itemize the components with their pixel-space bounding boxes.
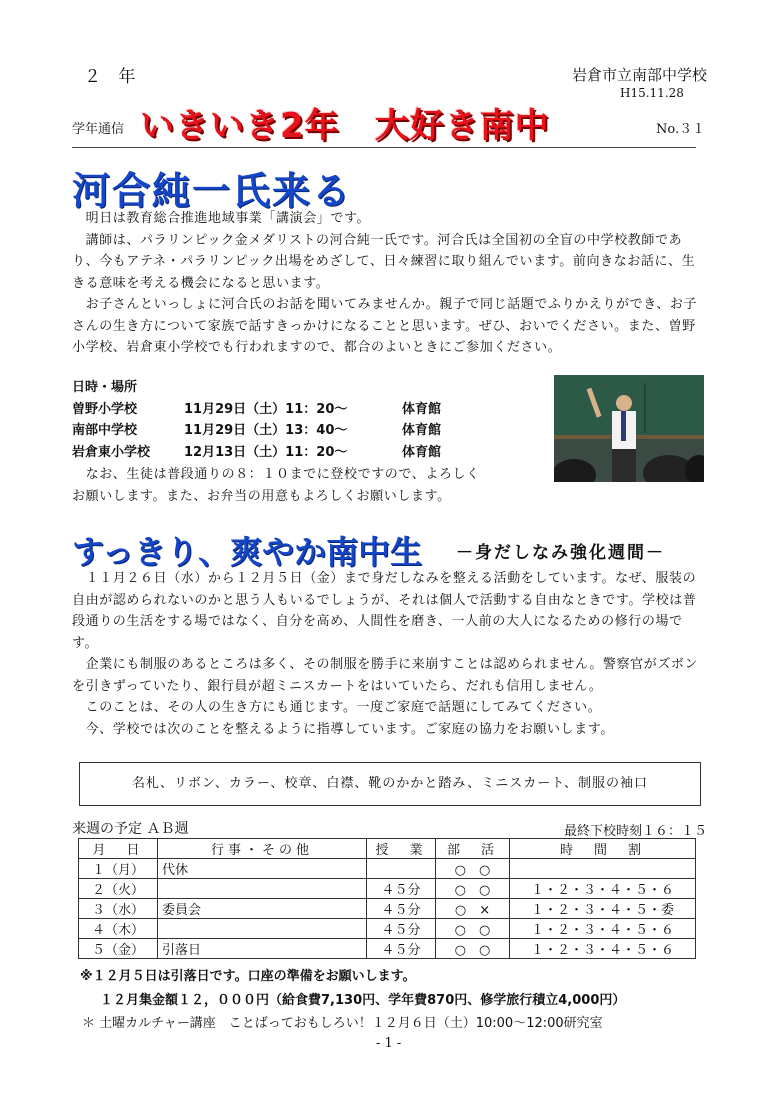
article2-paragraph: 企業にも制服のあるところは多く、その制服を勝手に来崩すことは認められません。警察官がズボンを引きずっていたり、銀行員が超ミニスカートをはいていたら、だれも信用しません。 — [72, 657, 699, 694]
cell-timetable: １・２・３・４・５・６ — [510, 919, 696, 939]
cell-event: 代休 — [158, 859, 367, 879]
cell-timetable: １・２・３・４・５・委 — [510, 899, 696, 919]
cell-class: ４５分 — [367, 919, 436, 939]
article1-title: 河合純一氏来る — [72, 169, 353, 213]
table-row — [79, 859, 696, 879]
newsletter-label: 学年通信 — [72, 122, 125, 137]
cell-event — [158, 919, 367, 939]
cell-club: ○ × — [436, 899, 510, 919]
grooming-items-box: 名札、リボン、カラー、校章、白襟、靴のかかと踏み、ミニスカート、制服の袖口 — [79, 762, 701, 806]
column-header: 授 業 — [367, 839, 436, 859]
column-header: 月 日 — [79, 839, 158, 859]
dismissal-time: 最終下校時刻１６：１５ — [563, 824, 707, 839]
cell-club: ○ ○ — [436, 879, 510, 899]
note-line: なお、生徒は普段通りの８：１０までに登校ですので、よろしく — [72, 467, 480, 482]
article1-body — [72, 208, 704, 359]
table-row — [79, 899, 696, 919]
schedule-school: 南部中学校 — [72, 423, 138, 438]
article2-paragraph: １１月２６日（水）から１２月５日（金）まで身だしなみを整える活動をしています。なぜ、服装の自由が認められないのかと思う人もいるでしょうが、それは個人で活動する自由なときです。学校は普段通りの生活をする場ではなく、自分を高め、人間性を磨き、一人前の大人になるための修行の場です。 — [72, 571, 697, 651]
cell-class: ４５分 — [367, 939, 436, 959]
schedule-place: 体育館 — [402, 444, 442, 460]
schedule-row — [72, 442, 441, 464]
schedule-datetime: 11月29日（土）13：40～ — [184, 423, 348, 438]
article1-note — [72, 464, 542, 507]
cell-date: ２（火） — [79, 879, 158, 899]
cell-date: ４（木） — [79, 919, 158, 939]
cell-club: ○ ○ — [436, 919, 510, 939]
weekly-schedule-table — [78, 838, 696, 959]
schedule-datetime: 12月13日（土）11：20～ — [184, 444, 348, 460]
school-name: 岩倉市立南部中学校 — [571, 66, 707, 84]
cell-class: ４５分 — [367, 899, 436, 919]
cell-event — [158, 879, 367, 899]
cell-class: ４５分 — [367, 879, 436, 899]
cell-event: 委員会 — [158, 899, 367, 919]
article2-body — [72, 568, 704, 740]
cell-club: ○ ○ — [436, 939, 510, 959]
column-header: 部 活 — [436, 839, 510, 859]
article1-paragraph: 講師は、パラリンピック金メダリストの河合純一氏です。河合氏は全国初の全盲の中学校教師であり、今もアテネ・パラリンピック出場をめざして、日々練習に取り組んでいます。前向きなお話に、生きる意味を考える機会になると思います。 — [72, 232, 696, 291]
schedule-school: 曽野小学校 — [72, 401, 138, 417]
cell-club: ○ ○ — [436, 859, 510, 879]
table-header-row — [79, 839, 696, 859]
article2-title: すっきり、爽やか南中生 — [72, 533, 423, 571]
page-number: - 1 - — [376, 1036, 402, 1051]
schedule-datetime: 11月29日（土）11：20～ — [184, 401, 348, 417]
article1-paragraph: お子さんといっしょに河合氏のお話を聞いてみませんか。親子で同じ話題でふりかえりができ、お子さんの生き方について家族で話すきっかけになることと思います。ぜひ、おいでください。また、曽野小学校、岩倉東小学校でも行われますので、都合のよいときにご参加ください。 — [72, 297, 698, 355]
article2-subtitle: －身だしなみ強化週間－ — [456, 543, 665, 563]
cell-event: 引落日 — [158, 939, 367, 959]
schedule-school: 岩倉東小学校 — [72, 444, 151, 460]
week-title: 来週の予定 ＡＢ週 — [72, 821, 189, 837]
cell-timetable: １・２・３・４・５・６ — [510, 939, 696, 959]
lecture-schedule — [72, 377, 441, 463]
schedule-row — [72, 420, 441, 442]
withdrawal-note: ※１２月５日は引落日です。口座の準備をお願いします。 — [80, 969, 416, 984]
cell-date: ５（金） — [79, 939, 158, 959]
lecturer-photo — [554, 375, 704, 482]
schedule-row — [72, 399, 441, 421]
issue-date: H15.11.28 — [620, 86, 684, 100]
table-row — [79, 939, 696, 959]
schedule-heading: 日時・場所 — [72, 380, 138, 395]
schedule-place: 体育館 — [402, 423, 442, 438]
article1-paragraph: 明日は教育総合推進地域事業「講演会」です。 — [72, 211, 371, 226]
cell-date: １（月） — [79, 859, 158, 879]
grade-label: ２ 年 — [84, 67, 142, 87]
article2-paragraph: このことは、その人の生き方にも通じます。一度ご家庭で話題にしてみてください。 — [72, 700, 602, 715]
note-line: お願いします。また、お弁当の用意もよろしくお願いします。 — [72, 488, 451, 504]
cell-timetable: １・２・３・４・５・６ — [510, 879, 696, 899]
schedule-place: 体育館 — [402, 401, 442, 417]
classroom-photo-icon — [554, 375, 704, 482]
collection-amount: １２月集金額１２，０００円（給食費7,130円、学年費870円、修学旅行積立4,000円） — [100, 993, 626, 1008]
article2-paragraph: 今、学校では次のことを整えるように指導しています。ご家庭の協力をお願いします。 — [72, 721, 614, 737]
table-row — [79, 879, 696, 899]
header-divider — [72, 147, 696, 148]
column-header: 時 間 割 — [510, 839, 696, 859]
column-header: 行事・その他 — [158, 839, 367, 859]
issue-number: No.３１ — [656, 122, 706, 137]
table-row — [79, 919, 696, 939]
cell-timetable — [510, 859, 696, 879]
masthead-title: いきいき2年 大好き南中 — [140, 106, 550, 146]
culture-lecture-note: ＊ 土曜カルチャー講座 ことばっておもしろい！１２月６日（土）10:00～12:00研究室 — [82, 1016, 603, 1031]
cell-date: ３（水） — [79, 899, 158, 919]
cell-class — [367, 859, 436, 879]
